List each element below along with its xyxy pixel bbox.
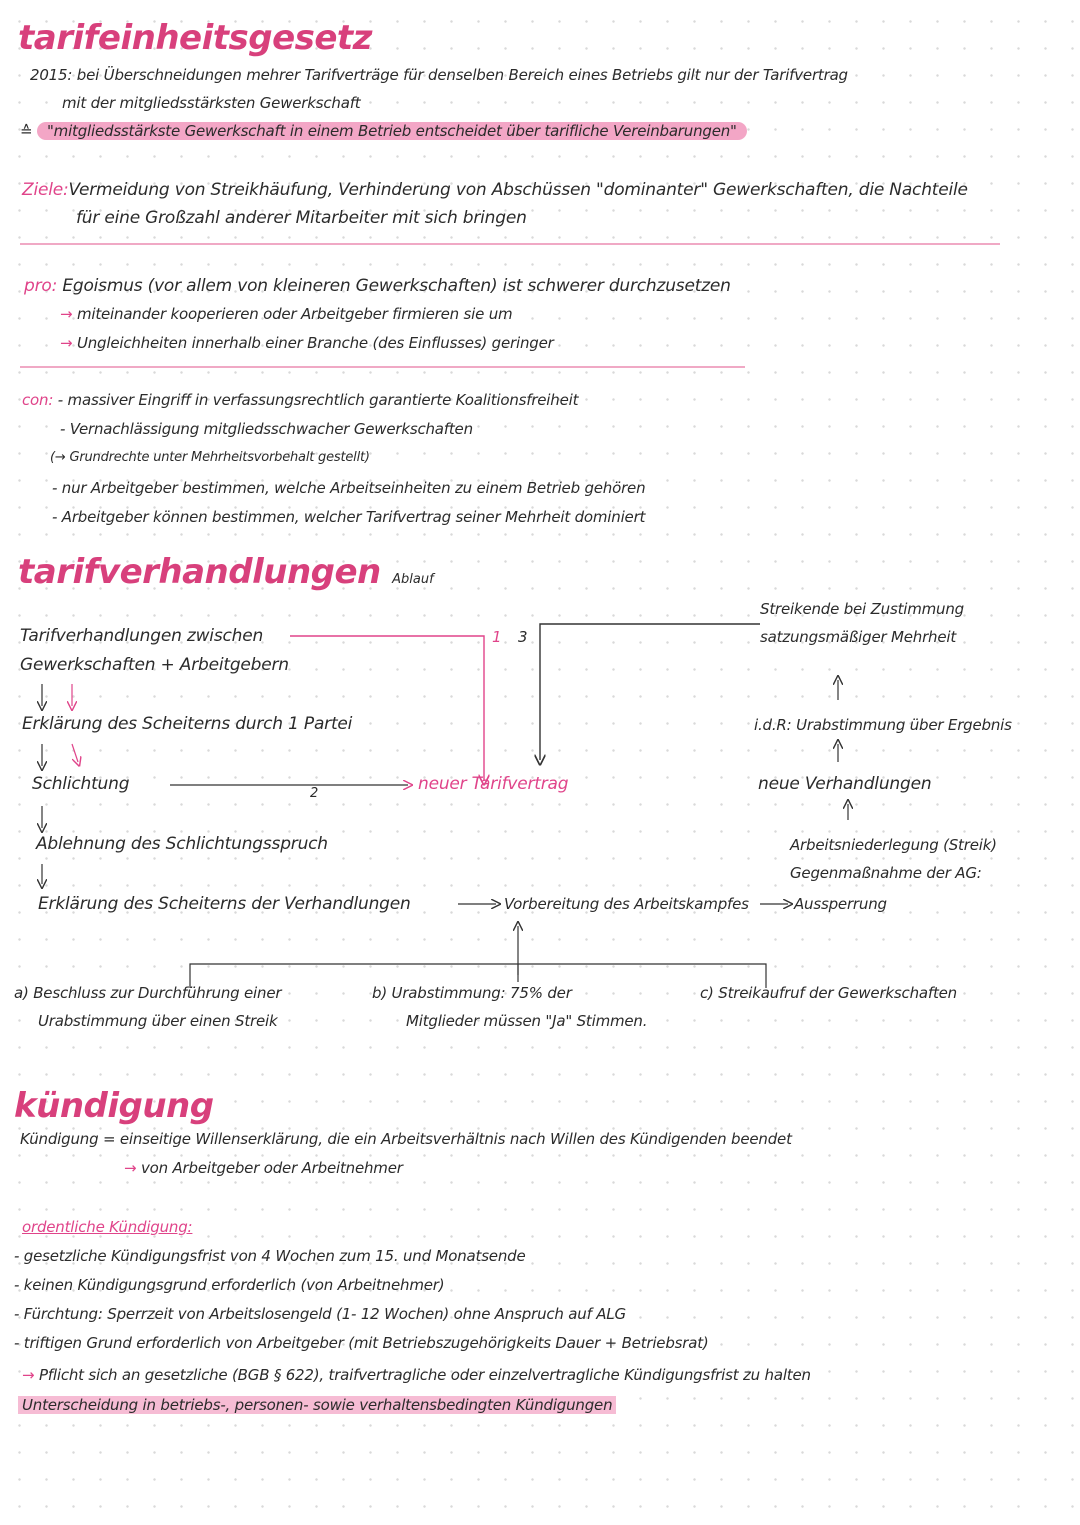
con-line3: (→ Grundrechte unter Mehrheitsvorbehalt gestellt) bbox=[50, 450, 370, 465]
path-number-1: 1 bbox=[492, 628, 502, 646]
ordentliche-line1: - gesetzliche Kündigungsfrist von 4 Wochen zum 15. und Monatsende bbox=[14, 1247, 526, 1265]
gegenmassnahme-ag: Gegenmaßnahme der AG: bbox=[790, 864, 982, 882]
con-line1: con: - massiver Eingriff in verfassungsrechtlich garantierte Koalitionsfreiheit bbox=[22, 391, 579, 409]
box-tarifverhandlungen-line2: Gewerkschaften + Arbeitgebern bbox=[20, 655, 289, 675]
tarifeinheit-definition-line1: 2015: bei Überschneidungen mehrer Tarifverträge für denselben Bereich eines Betriebs gilt nur der Tarifvertrag bbox=[30, 66, 848, 84]
streikende-line2: satzungsmäßiger Mehrheit bbox=[760, 628, 957, 646]
box-tarifverhandlungen-line1: Tarifverhandlungen zwischen bbox=[20, 626, 264, 646]
ablehnung-schlichtungsspruch: Ablehnung des Schlichtungsspruch bbox=[36, 834, 328, 854]
ordentliche-line5: → Pflicht sich an gesetzliche (BGB § 622), traifvertragliche oder einzelvertragliche Kündigungsfrist zu halten bbox=[22, 1366, 811, 1384]
streikende-line1: Streikende bei Zustimmung bbox=[760, 600, 964, 618]
neuer-tarifvertrag: neuer Tarifvertrag bbox=[418, 774, 569, 794]
pro-label: pro: bbox=[24, 276, 58, 296]
heading-tarifeinheitsgesetz: tarifeinheitsgesetz bbox=[18, 18, 372, 58]
ordentliche-line4: - triftigen Grund erforderlich von Arbeitgeber (mit Betriebszugehörigkeits Dauer + Betriebsrat) bbox=[14, 1334, 709, 1352]
ordentliche-kuendigung-label: ordentliche Kündigung: bbox=[22, 1218, 193, 1236]
equivalence-mark: ≙ bbox=[20, 122, 33, 140]
heading-tarifverhandlungen: tarifverhandlungen Ablauf bbox=[18, 552, 434, 592]
ordentliche-line2: - keinen Kündigungsgrund erforderlich (von Arbeitnehmer) bbox=[14, 1276, 445, 1294]
arrow-right-icon: → bbox=[124, 1159, 137, 1177]
erklaerung-scheitern-partei: Erklärung des Scheiterns durch 1 Partei bbox=[22, 714, 353, 734]
neue-verhandlungen: neue Verhandlungen bbox=[758, 774, 932, 794]
path-number-3: 3 bbox=[518, 628, 528, 646]
pro-line2: → miteinander kooperieren oder Arbeitgeber firmieren sie um bbox=[60, 305, 513, 323]
schlichtung: Schlichtung bbox=[32, 774, 130, 794]
con-label: con: bbox=[22, 391, 54, 409]
tarifeinheit-highlight: "mitgliedsstärkste Gewerkschaft in einem Betrieb entscheidet über tarifliche Vereinbarungen" bbox=[37, 122, 747, 140]
option-a-line1: a) Beschluss zur Durchführung einer bbox=[14, 984, 282, 1002]
option-c-line1: c) Streikaufruf der Gewerkschaften bbox=[700, 984, 957, 1002]
kuendigung-definition-line1: Kündigung = einseitige Willenserklärung, die ein Arbeitsverhältnis nach Willen des Kündigenden beendet bbox=[20, 1130, 792, 1148]
vorbereitung-arbeitskampf: Vorbereitung des Arbeitskampfes bbox=[504, 895, 749, 913]
urabstimmung-ergebnis: i.d.R: Urabstimmung über Ergebnis bbox=[754, 716, 1012, 734]
ordentliche-line6: Unterscheidung in betriebs-, personen- sowie verhaltensbedingten Kündigungen bbox=[18, 1396, 616, 1414]
pro-line3: → Ungleichheiten innerhalb einer Branche (des Einflusses) geringer bbox=[60, 334, 554, 352]
tarifeinheit-definition-line2: mit der mitgliedsstärksten Gewerkschaft bbox=[62, 94, 361, 112]
arrow-right-icon: → bbox=[22, 1366, 35, 1384]
ablauf-label: Ablauf bbox=[392, 572, 434, 587]
con-line5: - Arbeitgeber können bestimmen, welcher Tarifvertrag seiner Mehrheit dominiert bbox=[52, 508, 646, 526]
ziele-line2: für eine Großzahl anderer Mitarbeiter mit sich bringen bbox=[76, 208, 527, 228]
kuendigung-definition-line2: → von Arbeitgeber oder Arbeitnehmer bbox=[124, 1159, 403, 1177]
ziele-line1: Ziele:Vermeidung von Streikhäufung, Verhinderung von Abschüssen "dominanter" Gewerkschaften, die Nachteile bbox=[22, 180, 968, 200]
option-a-line2: Urabstimmung über einen Streik bbox=[38, 1012, 278, 1030]
erklaerung-scheitern-verhandlungen: Erklärung des Scheiterns der Verhandlungen bbox=[38, 894, 411, 914]
arrow-right-icon: → bbox=[60, 334, 73, 352]
arrow-right-icon: → bbox=[60, 305, 73, 323]
heading-kuendigung: kündigung bbox=[14, 1086, 214, 1126]
pro-line1: pro: Egoismus (vor allem von kleineren Gewerkschaften) ist schwerer durchzusetzen bbox=[24, 276, 731, 296]
aussperrung: Aussperrung bbox=[794, 895, 887, 913]
path-number-2: 2 bbox=[310, 786, 319, 801]
ziele-label: Ziele: bbox=[22, 180, 69, 200]
con-line4: - nur Arbeitgeber bestimmen, welche Arbeitseinheiten zu einem Betrieb gehören bbox=[52, 479, 646, 497]
option-b-line1: b) Urabstimmung: 75% der bbox=[372, 984, 572, 1002]
option-b-line2: Mitglieder müssen "Ja" Stimmen. bbox=[406, 1012, 648, 1030]
con-line2: - Vernachlässigung mitgliedsschwacher Gewerkschaften bbox=[60, 420, 473, 438]
ordentliche-line3: - Fürchtung: Sperrzeit von Arbeitslosengeld (1- 12 Wochen) ohne Anspruch auf ALG bbox=[14, 1305, 626, 1323]
arbeitsniederlegung: Arbeitsniederlegung (Streik) bbox=[790, 836, 997, 854]
